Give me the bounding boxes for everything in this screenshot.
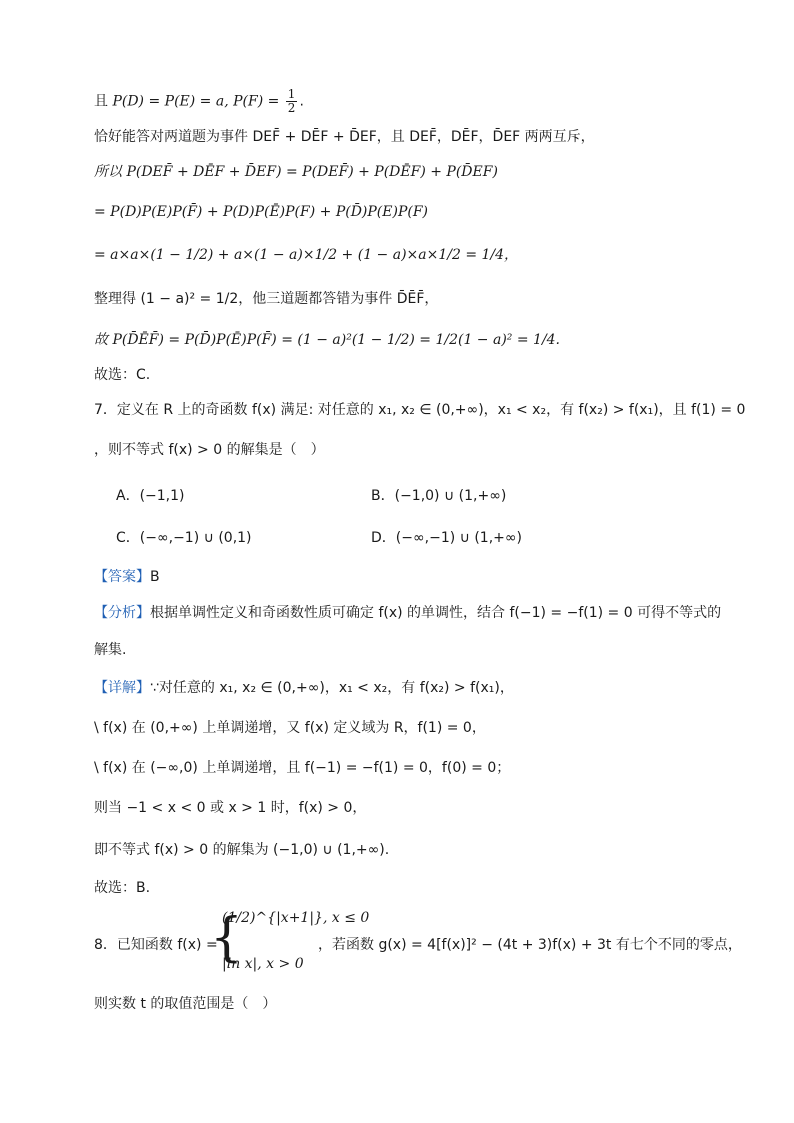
q7-analysis-line-2: 解集. (94, 642, 127, 658)
solution-line-1: 且 P(D) = P(E) = a, P(F) = $\frac{1}{2}$ . (94, 87, 304, 115)
solution-line-2: 恰好能答对两道题为事件 DEF̄ + DĒF + D̄EF，且 DEF̄，DĒF，D̄EF 两两互斥， (94, 129, 595, 145)
q7-option-d: D．(−∞,−1) ∪ (1,+∞) (371, 530, 523, 546)
q8-stem-prefix: 8．已知函数 f(x) = (94, 937, 218, 953)
q7-answer: 【答案】B (94, 569, 160, 585)
q8-piece-1: (1/2)^{|x+1|}, x ≤ 0 (222, 910, 370, 926)
detail-tag: 【详解】 (94, 680, 150, 696)
q7-option-b: B．(−1,0) ∪ (1,+∞) (371, 488, 507, 504)
analysis-tag: 【分析】 (94, 605, 150, 621)
q7-stem-line-2: ，则不等式 f(x) > 0 的解集是（ ） (94, 442, 325, 458)
fraction: $\frac{1}{2}$ (287, 87, 296, 115)
q7-analysis-line-1: 【分析】根据单调性定义和奇函数性质可确定 f(x) 的单调性，结合 f(−1) = −f(1) = 0 可得不等式的 (94, 605, 722, 621)
solution-line-6: 整理得 (1 − a)² = 1/2，他三道题都答错为事件 D̄ĒF̄， (94, 291, 439, 307)
q7-option-a: A．(−1,1) (116, 488, 185, 504)
solution-line-5: = a×a×(1 − 1/2) + a×(1 − a)×1/2 + (1 − a)×a×1/2 = 1/4， (94, 247, 519, 263)
q7-detail-line-1: 【详解】∵对任意的 x₁, x₂ ∈ (0,+∞)，x₁ < x₂，有 f(x₂) > f(x₁)， (94, 680, 514, 696)
solution-line-3: 所以 P(DEF̄ + DĒF + D̄EF) = P(DEF̄) + P(DĒF) + P(D̄EF) (94, 164, 498, 180)
q8-stem-line-2: 则实数 t 的取值范围是（ ） (94, 996, 277, 1012)
solution-conclusion: 故选：C. (94, 367, 151, 383)
q8-piece-2: |ln x|, x > 0 (222, 956, 304, 972)
q7-stem-line-1: 7．定义在 R 上的奇函数 f(x) 满足: 对任意的 x₁, x₂ ∈ (0,+∞)，x₁ < x₂，有 f(x₂) > f(x₁)，且 f(1) = 0 (94, 402, 746, 418)
piecewise-brace: { (210, 908, 244, 968)
solution-line-7: 故 P(D̄ĒF̄) = P(D̄)P(Ē)P(F̄) = (1 − a)²(1 − 1/2) = 1/2(1 − a)² = 1/4. (94, 332, 561, 348)
q7-detail-line-6: 故选：B. (94, 880, 151, 896)
q7-option-c: C．(−∞,−1) ∪ (0,1) (116, 530, 252, 546)
q7-detail-line-3: \ f(x) 在 (−∞,0) 上单调递增，且 f(−1) = −f(1) = 0，f(0) = 0； (94, 760, 511, 776)
solution-line-4: = P(D)P(E)P(F̄) + P(D)P(Ē)P(F) + P(D̄)P(E)P(F) (94, 204, 429, 220)
q7-detail-line-5: 即不等式 f(x) > 0 的解集为 (−1,0) ∪ (1,+∞). (94, 842, 390, 858)
answer-tag: 【答案】 (94, 569, 150, 585)
q8-stem-suffix: ，若函数 g(x) = 4[f(x)]² − (4t + 3)f(x) + 3t 有七个不同的零点， (318, 937, 742, 953)
q7-detail-line-2: \ f(x) 在 (0,+∞) 上单调递增，又 f(x) 定义域为 R，f(1) = 0， (94, 720, 486, 736)
q7-detail-line-4: 则当 −1 < x < 0 或 x > 1 时，f(x) > 0， (94, 800, 367, 816)
